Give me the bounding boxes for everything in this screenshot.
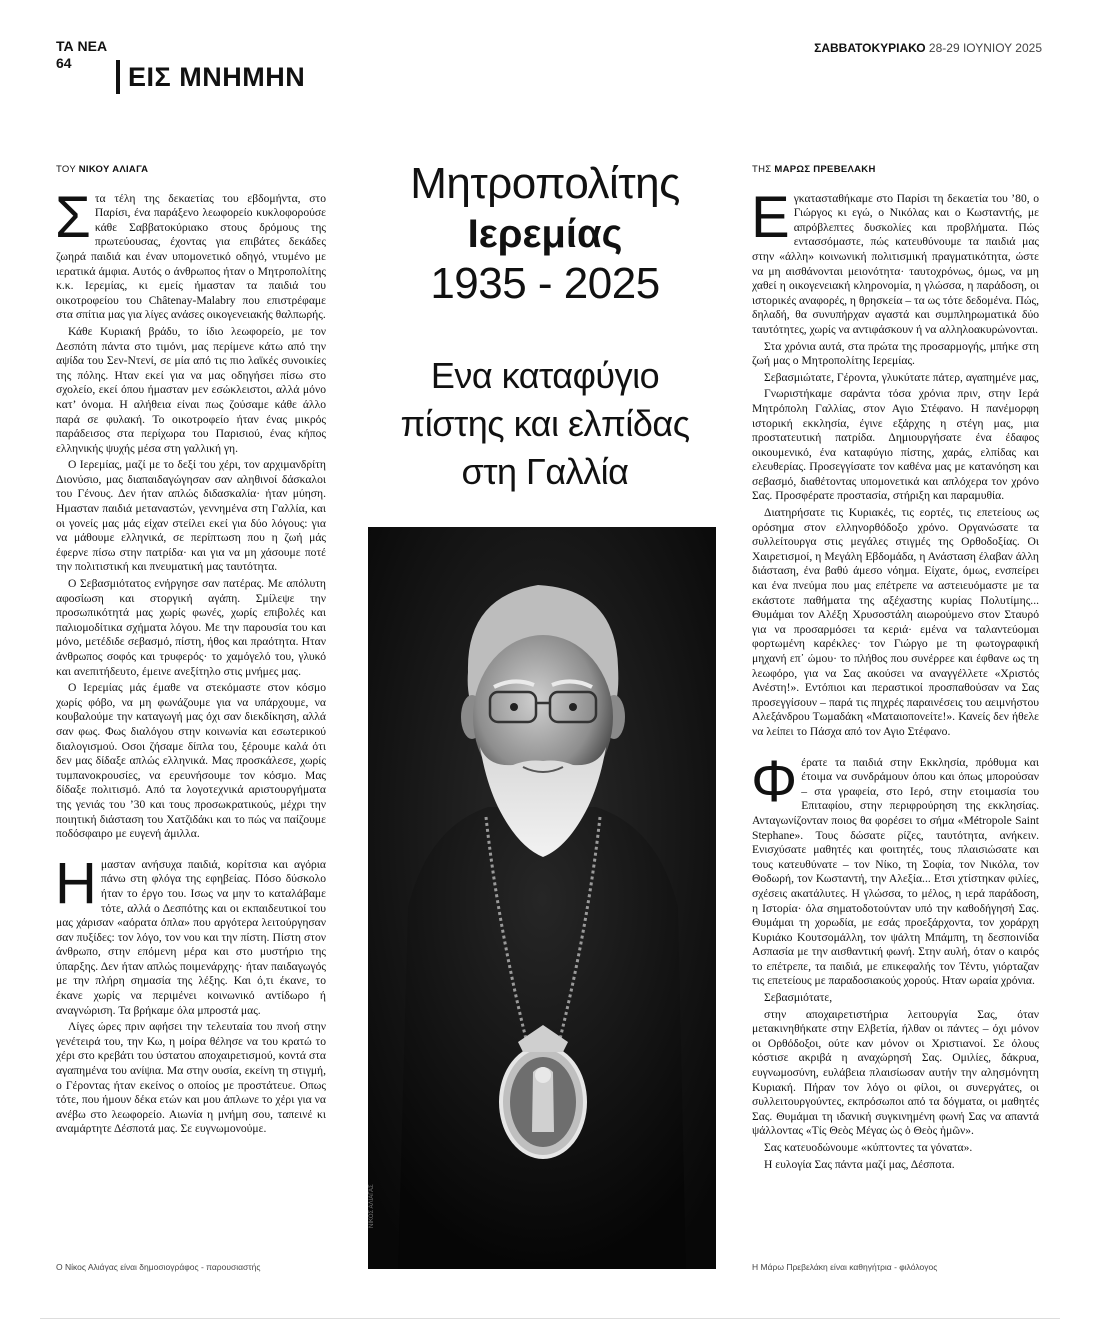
right-dropcap-2: Φ <box>751 748 798 814</box>
right-byline-name: ΜΑΡΩΣ ΠΡΕΒΕΛΑΚΗ <box>774 164 876 175</box>
subheadline-line-2: πίστης και ελπίδας <box>400 403 690 444</box>
left-text-6: μασταν ανήσυχα παιδιά, κορίτσια και αγόρια πάνω στη φλόγα της εφηβείας. Πόσο δύσκολο ήταν το έργο του. Ισως να μην το καταλάβαμε τότε, αλλά ο Δεσπότης και οι εκπαιδευτικοί του μας χάρισαν «αόρατα όπλα» που αργότερα λειτούργησαν σαν πυξίδες: τον λόγο, τον νου και την πίστη. Πίστη στον άνθρωπο, στην επόμενη μέρα και στο μυστήριο της ύπαρξης. Δεν ήταν απλώς ποιμενάρχης· ήταν παιδαγωγός με την πλήρη σημασία της λέξης. Και ό,τι έκανε, το έκανε χωρίς να περιμένει κοινωνικό αντίδωρο ή αναγνώριση. Τα βρήκαμε όλα μπροστά μας. <box>56 857 326 1017</box>
right-paragraph-5: Διατηρήσατε τις Κυριακές, τις εορτές, τις επετείους ως ορόσημα στον ελληνορθόδοξο χρόνο. Οργανώσατε τα συλλείτουργα στις μεγάλες στιγμές της Ορθοδοξίας. Οι Χαιρετισμοί, η Μεγάλη Εβδομάδα, η Ανάσταση έλαβαν άλλη διάσταση, ένα βαθύ άμεσο νόημα. Είχατε, όμως, ενσπείρει και ένα πνεύμα που μας επέτρεπε να αστειευόμαστε με τα εκάστοτε παθήματα της αξέχαστης κυρίας Πολυτίμης... Θυμάμαι τον Αλέξη Χρυσοστάλη αιωρούμενο στον Σταυρό για να προσαρμόσει τα κεριά· εμένα να ταλαντεύομαι φορτωμένη καρέκλες· τον Γιώργο με τη φωτογραφική μηχανή επ᾽ ώμου· το πλήθος που συνέρρεε και έφθανε ως τη λεωφόρο, για να Σας ακούσει να αναγγέλλετε «Χριστός Ανέστη!». Εντόπιοι και περαστικοί προσπαθούσαν να Σας προσεγγίσουν – παρά τις πηχρές παραινέσεις του αειμνήστου Αλεξάνδρου Τωμαδάκη «Ματαιοπονείτε!». Κανείς δεν ήθελε να λείπει το Πάσχα από τον Αγιο Στέφανο. <box>752 506 1039 738</box>
right-paragraph-6 <box>751 748 1039 990</box>
portrait-photo <box>368 527 716 1269</box>
headline <box>360 158 730 310</box>
right-text-1: γκατασταθήκαμε στο Παρίσι τη δεκαετία του ’80, ο Γιώργος κι εγώ, ο Νικόλας και ο Κωσταντής, με απρόβλεπτες δυσκολίες και προβλήματα. Πώς εντασσόμαστε, πώς κατευθύνουμε τα παιδιά μας στην «άλλη» κοινωνική πολιτισμική πραγματικότητα, ώστε να μη αισθάνονται μειονότητα· ταυτοχρόνως, όμως, να μη χαθεί η οικογενειακή κληρονομία, η γλώσσα, η παράδοση, οι ιστορικές αναφορές, η θρησκεία – τα ως τότε δεδομένα. Πώς, δηλαδή, θα συνυπήρχαν αγαστά και συμπληρωματικά δύο ταυτότητες, χωρίς να αντιφάσκουν ή να αλληλοακυρώνονται. <box>752 191 1039 336</box>
right-paragraph-4: Γνωριστήκαμε σαράντα τόσα χρόνια πριν, στην Ιερά Μητρόπολη Γαλλίας, στον Αγιο Στέφανο. Η πανέμορφη ιστορική εκκλησία, έγινε εξάρχης η στέγη μας, μια προστατευτική πατρίδα. Δημιουργήσατε ένα έδαφος οικουμενικό, ένα καταφύγιο πίστης, χαράς, ελπίδας και ελευθερίας. Προσεγγίσατε τον καθένα μας με κατανόηση και σεβασμό, διαθέτοντας υπομονετικά και απλόχερα τον χρόνο Σας. Προσφέρατε προστασία, στήριξη και παραμυθία. <box>752 387 1039 503</box>
left-paragraph-1 <box>55 184 326 323</box>
left-dropcap-2: Η <box>55 850 97 916</box>
right-paragraph-8: στην αποχαιρετιστήρια λειτουργία Σας, όταν μετακινηθήκατε στην Ελβετία, ήλθαν οι πάντες – όχι μόνον οι Ορθόδοξοι, ούτε καν μόνον οι Χριστιανοί. Σε όλους κόστισε ακριβά η αναχώρησή Σας. Ομιλίες, δάκρυα, ευγνωμοσύνη, ευλάβεια πλαισίωσαν αυτήν την αλησμόνητη Κυριακή. Πήραν τον λόγο οι φίλοι, οι συνεργάτες, οι συλλειτουργούντες, εκπρόσωποι από τα δόγματα, οι μαθητές Σας. Θυμάμαι τη ιδανική συγκινημένη φωνή Σας να απαντά ψάλλοντας «Τίς Θεὸς Μέγας ὡς ὁ Θεὸς ἡμῶν». <box>752 1007 1039 1138</box>
headline-name: Ιερεμίας <box>467 212 623 256</box>
left-byline-name: ΝΙΚΟΥ ΑΛΙΑΓΑ <box>78 164 149 175</box>
right-paragraph-9: Σας κατευοδώνουμε «κύπτοντες τα γόνατα». <box>764 1141 973 1154</box>
section-divider <box>116 60 120 94</box>
subheadline-line-1: Ενα καταφύγιο <box>430 355 660 396</box>
right-text-6: έρατε τα παιδιά στην Εκκλησία, πρόθυμα και έτοιμα να συνδράμουν όπου και όπως μπορούσαν – στα γραφεία, στο Ιερό, στην ετοιμασία του Επιταφίου, στην περιφρούρηση της εκκλησίας. Ανταγωνίζονταν ποιος θα φορέσει το σήμα «Métropole Saint Stephane». Τους δώσατε ρίζες, ταυτότητα, ανήκειν. Ενισχύσατε μαθητές και φοιτητές, τους πλαισιώσατε και τους κατευθύνατε – τον Νίκο, τη Σοφία, τον Νικόλα, τον Θοδωρή, τον Κωσταντή, την Αλεξία... Ετσι χτίστηκαν φιλίες, σχέσεις ακατάλυτες. Η γλώσσα, το μέλος, η ιερά παράδοση, η Ιστορία· όλα σηματοδοτούνταν υπό την καθοδήγησή Σας. Θυμάμαι τη χορωδία, με εσάς προεξάρχοντα, τον χοράρχη Κυριάκο Κουτσομάλλη, τον ψάλτη Μπάμπη, τη δεσποινίδα Ασπασία με την αισθαντική φωνή. Στην αυλή, όταν ο καιρός το επέτρεπε, τα παιδιά, με επικεφαλής τον Τέντυ, γιόρταζαν τις επετείους με παραδοσιακούς χορούς. Ηταν ωραία χρόνια. <box>752 755 1039 988</box>
left-author-note: Ο Νίκος Αλιάγας είναι δημοσιογράφος - παρουσιαστής <box>56 1262 261 1272</box>
left-text-1: τα τέλη της δεκαετίας του εβδομήντα, στο Παρίσι, ένα παράξενο λεωφορείο κυκλοφορούσε κάθε Σαββατοκύριακο στους δρόμους της πρωτεύουσας, έχοντας για επιβάτες δεκάδες ζωηρά παιδιά και έναν υπομονετικό οδηγό, ντυμένο με ιερατικά άμφια. Αυτός ο άνθρωπος ήταν ο Μητροπολίτης κ.κ. Ιερεμίας, κι εμείς ήμασταν τα παιδιά του οικοτροφείου του Châtenay-Malabry που επιστρέφαμε στα σπίτια μας για λίγες ανάσες οικογενειακής θαλπωρής. <box>56 191 326 322</box>
paper-name: ΤΑ ΝΕΑ <box>56 38 108 54</box>
left-dropcap-1: Σ <box>55 184 91 250</box>
left-paragraph-4: Ο Σεβασμιότατος ενήργησε σαν πατέρας. Με απόλυτη αφοσίωση και στοργική αγάπη. Σμίλεψε την προσωπικότητά μας χωρίς φωνές, χωρίς επιβολές και παλιομοδίτικα σχήματα λόγου. Με την παρουσία του και μόνο, μετέδιδε σεβασμό, πίστη, ήθος και πραότητα. Ηταν άνθρωπος σοφός και τρυφερός· το χαμόγελό του, γλυκό και ανεπιτήδευτο, έμεινε ανεξίτηλο στις μνήμες μας. <box>56 577 326 678</box>
photo-credit: ΝΙΚΟΣ ΑΛΙΑΓΑΣ <box>369 1184 375 1228</box>
left-byline <box>56 163 326 178</box>
left-paragraph-7: Λίγες ώρες πριν αφήσει την τελευταία του πνοή στην γενέτειρά του, την Κω, η μοίρα θέλησε να του κρατώ το χέρι στο κρεβάτι του ύστατου αποχαιρετισμού, κοντά στα αγαπημένα του ανίψια. Μα στην ουσία, εκείνη τη στιγμή, ο Γέροντας ήταν εκείνος ο οποίος με προστάτευε. Οπως τότε, που ήμουν δέκα ετών και μου άπλωνε το χέρι για να ανέβω στο λεωφορείο. Αιωνία η μνήμη σου, ταπεινέ κι αναμάρτητε Δέσποτά μας. Σε ευγνωμονούμε. <box>56 1020 326 1136</box>
right-byline <box>752 163 1039 178</box>
subheadline <box>360 352 730 496</box>
date-label: 28-29 ΙΟΥΝΙΟΥ 2025 <box>928 41 1042 55</box>
right-author-note: Η Μάρω Πρεβελάκη είναι καθηγήτρια - φιλόλογος <box>752 1262 938 1272</box>
headline-years: 1935 - 2025 <box>430 259 660 308</box>
section-title: ΕΙΣ ΜΝΗΜΗΝ <box>128 62 306 92</box>
left-paragraph-6 <box>55 850 326 1019</box>
portrait-illustration <box>368 527 716 1269</box>
headline-title: Μητροπολίτης <box>410 159 680 208</box>
right-byline-prefix: ΤΗΣ <box>752 164 775 175</box>
right-paragraph-1 <box>751 184 1039 338</box>
left-article <box>56 163 326 1139</box>
right-paragraph-2: Στα χρόνια αυτά, στα πρώτα της προσαρμογής, μπήκε στη ζωή μας ο Μητροπολίτης Ιερεμίας. <box>752 339 1039 368</box>
page-number: 64 <box>56 55 72 71</box>
left-paragraph-2: Κάθε Κυριακή βράδυ, το ίδιο λεωφορείο, με τον Δεσπότη πάντα στο τιμόνι, μας περίμενε κάτω από την αψίδα του Σεν-Ντενί, σε μία από τις πιο λαϊκές συνοικίες της πόλης. Ηταν εκεί για να μας οδηγήσει πίσω στο σχολείο, εκεί όπου ήμασταν μεν εσώκλειστοι, αλλά μόνο κατ’ όνομα. Η αλήθεια είναι πως ζούσαμε κάθε άλλο παρά σε φυλακή. Το οικοτροφείο ήταν ένας μικρός παράδεισος στα περίχωρα του Παρισιού, ένας κήπος ελληνικής ψυχής μέσα στη γαλλική γη. <box>56 324 326 455</box>
left-paragraph-3: Ο Ιερεμίας, μαζί με το δεξί του χέρι, τον αρχιμανδρίτη Διονύσιο, μας διαπαιδαγώγησαν σαν αληθινοί δάσκαλοι του Γένους. Δεν ήταν απλώς διδασκαλία· ήταν μύηση. Ημασταν παιδιά μεταναστών, γεννημένα στη Γαλλία, και οι γονείς μας μάς είχαν στείλει εκεί για δύο λόγους: για να μάθουμε ελληνικά, σε περίπτωση που η ζωή μάς έφερνε πίσω στην πατρίδα· και για να μη χάσουμε ποτέ την πολιτιστική και πνευματική μας ταυτότητα. <box>56 458 326 574</box>
left-byline-prefix: ΤΟΥ <box>56 164 79 175</box>
edition-label: ΣΑΒΒΑΤΟΚΥΡΙΑΚΟ <box>814 41 926 55</box>
right-article <box>752 163 1039 1174</box>
left-paragraph-5: Ο Ιερεμίας μάς έμαθε να στεκόμαστε στον κόσμο χωρίς φόβο, να μη φωνάζουμε για να υπάρχουμε, να κουβαλούμε την καταγωγή μας όχι σαν διεκδίκηση, αλλά σαν φως. Φως διαλόγου στην κοινωνία και εσωτερικού διαλογισμού. Οσοι ζήσαμε δίπλα του, ξέρουμε καλά ότι δεν μας δίδαξε απλώς ελληνικά. Μας προσκάλεσε, χωρίς τυμπανοκρουσίες, να ερευνήσουμε τον κόσμο. Μας δίδαξε πολιτισμό. Από τα λογοτεχνικά αριστουργήματα της γενιάς του ’30 και τους προσωκρατικούς, μέχρι την ποιητική διάσταση του Χατζιδάκι και το πώς να παίζουμε ποδόσφαιρο με ευγενή άμιλλα. <box>56 681 326 841</box>
right-paragraph-10: Η ευλογία Σας πάντα μαζί μας, Δέσποτα. <box>764 1157 955 1171</box>
right-paragraph-3: Σεβασμιώτατε, Γέροντα, γλυκύτατε πάτερ, αγαπημένε μας, <box>764 370 1039 384</box>
page-bottom-rule <box>40 1318 1060 1319</box>
right-dropcap-1: Ε <box>751 184 790 250</box>
subheadline-line-3: στη Γαλλία <box>461 451 629 492</box>
right-paragraph-7: Σεβασμιότατε, <box>764 991 833 1005</box>
masthead <box>56 38 107 72</box>
edition-date <box>814 41 1042 55</box>
